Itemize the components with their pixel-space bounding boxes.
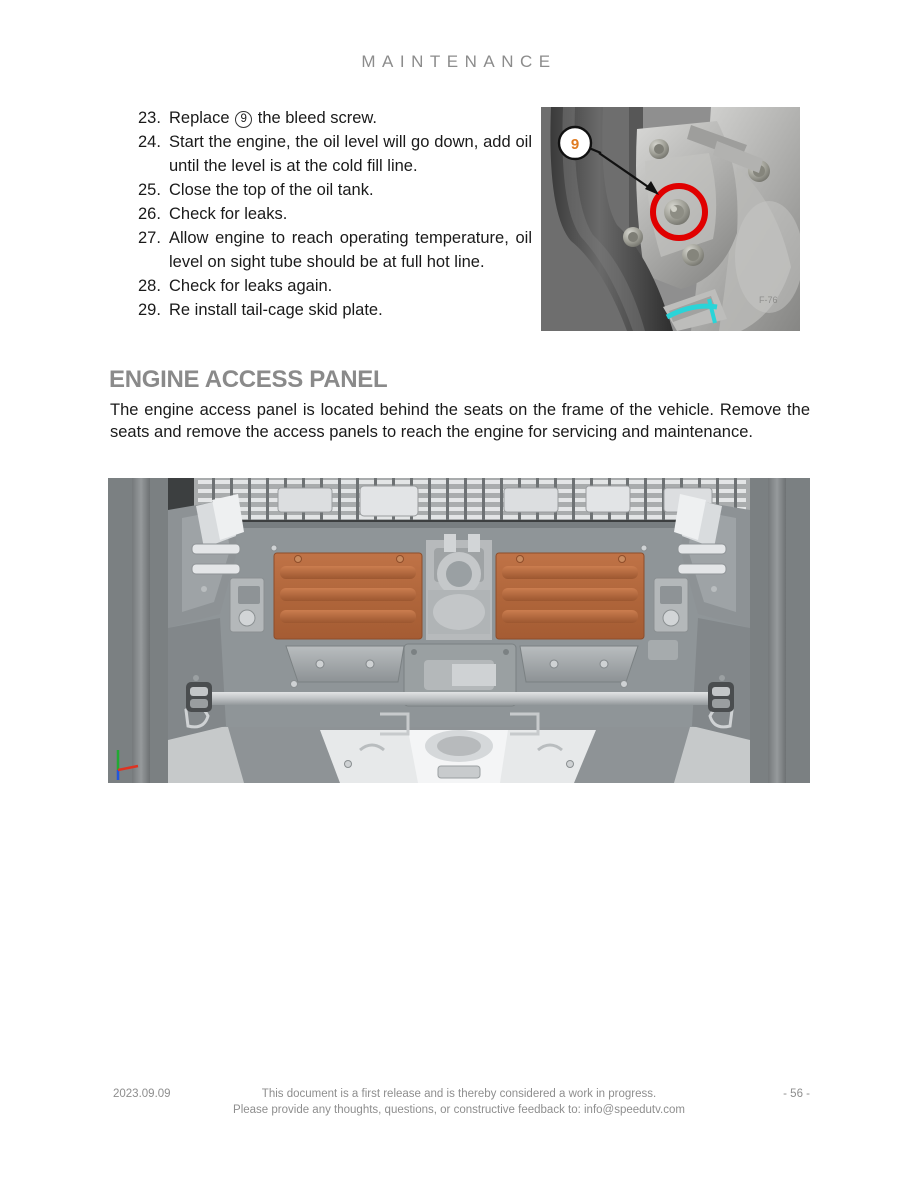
page-footer	[0, 1086, 918, 1126]
section-heading: ENGINE ACCESS PANEL	[109, 366, 388, 393]
list-item	[138, 130, 532, 178]
list-item	[138, 226, 532, 274]
bleed-screw-photo	[541, 107, 800, 331]
engine-access-panel-render	[108, 478, 810, 783]
list-item-text: Start the engine, the oil level will go down, add oil until the level is at the cold fill line.	[169, 133, 532, 175]
inline-callout-icon: 9	[235, 111, 252, 128]
list-item-number: 27.	[138, 229, 161, 247]
svg-text:F-76: F-76	[759, 295, 778, 305]
list-item-number: 29.	[138, 301, 161, 319]
footer-note	[0, 1086, 918, 1118]
access-panel-left	[274, 553, 422, 639]
list-item-text-before: Replace	[169, 109, 230, 127]
list-item-text: Check for leaks.	[169, 205, 288, 223]
footer-note-line-2: Please provide any thoughts, questions, or constructive feedback to: info@speedutv.com	[233, 1104, 685, 1116]
access-panel-right	[496, 553, 644, 639]
photo-callout-label: 9	[570, 136, 580, 153]
list-item	[138, 274, 532, 298]
list-item-text: Allow engine to reach operating temperature, oil level on sight tube should be at full hot line.	[169, 229, 532, 271]
section-paragraph: The engine access panel is located behind the seats on the frame of the vehicle. Remove the seats and remove the access panels to reach the engine for servicing and maintenance.	[110, 401, 810, 441]
list-item-number: 25.	[138, 181, 161, 199]
footer-date: 2023.09.09	[113, 1088, 171, 1100]
footer-page-number: - 56 -	[783, 1088, 810, 1100]
list-item	[138, 202, 532, 226]
list-item-number: 28.	[138, 277, 161, 295]
list-item-text	[169, 106, 532, 130]
footer-note-line-1: This document is a first release and is thereby considered a work in progress.	[261, 1088, 657, 1100]
list-item-number: 24.	[138, 133, 161, 151]
list-item	[138, 178, 532, 202]
list-item	[138, 106, 532, 130]
list-item-text: Check for leaks again.	[169, 277, 333, 295]
list-item-number: 23.	[138, 109, 161, 127]
list-item-text: Close the top of the oil tank.	[169, 181, 374, 199]
list-item	[138, 298, 532, 322]
page-header-title: MAINTENANCE	[361, 52, 557, 71]
procedure-list	[138, 106, 532, 322]
list-item-number: 26.	[138, 205, 161, 223]
list-item-text-after: the bleed screw.	[257, 109, 377, 127]
list-item-text: Re install tail-cage skid plate.	[169, 301, 383, 319]
